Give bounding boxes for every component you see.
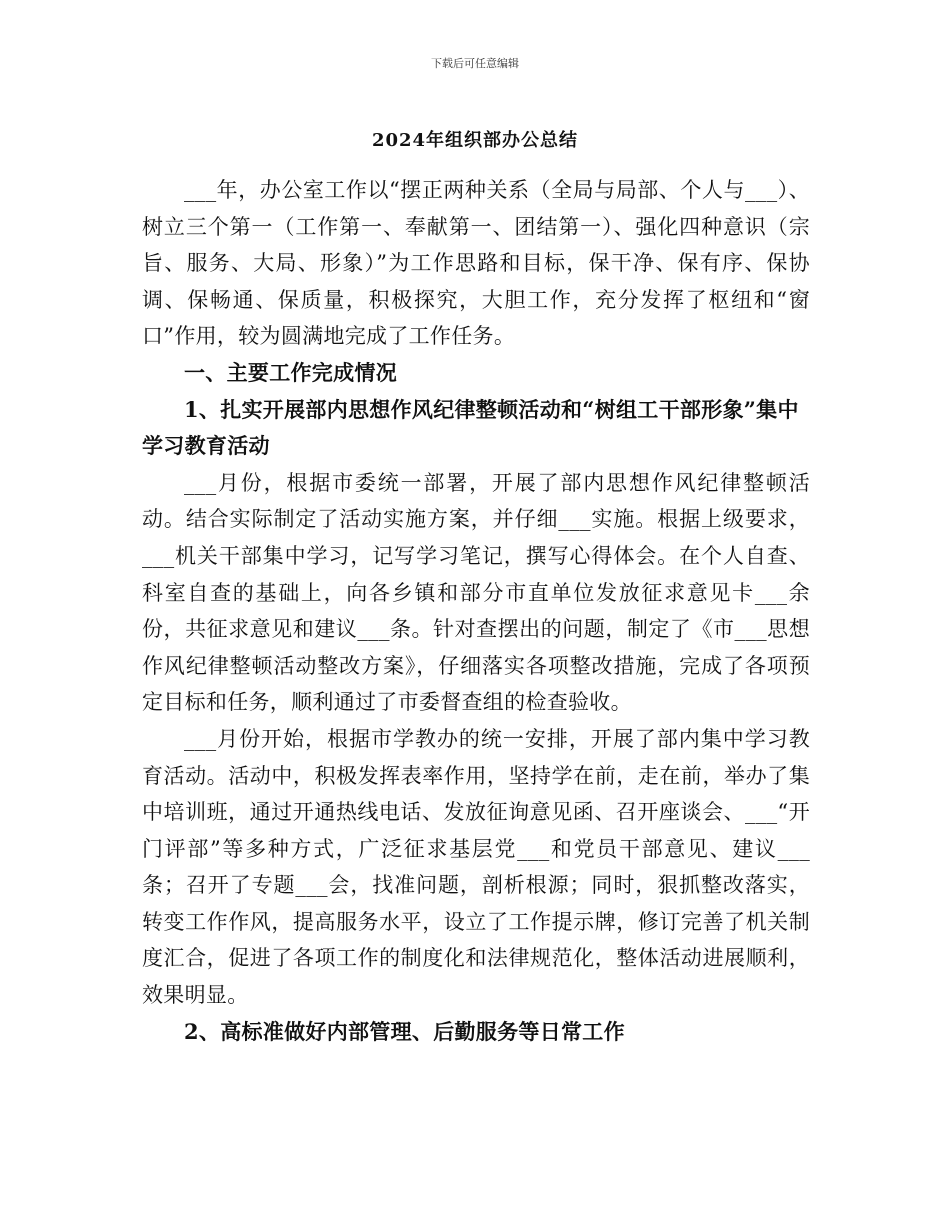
subsection-heading-1: 1、扎实开展部内思想作风纪律整顿活动和“树组工干部形象”集中学习教育活动	[142, 396, 799, 459]
paragraph-education: ___月份开始，根据市学教办的统一安排，开展了部内集中学习教育活动。活动中，积极发挥表率作用，坚持学在前，走在前，举办了集中培训班，通过开通热线电话、发放征询意见函、召开座谈会、___“开门评部”等多种方式，广泛征求基层党___和党员干部意见、建议___条；召开了专题___会，找准问题，剖析根源；同时，狠抓整改落实，转变工作作风，提高服务水平，设立了工作提示牌，修订完善了机关制度汇合，促进了各项工作的制度化和法律规范化，整体活动进展顺利，效果明显。	[142, 726, 810, 1008]
subsection-heading-2: 2、高标准做好内部管理、后勤服务等日常工作	[184, 1018, 625, 1044]
paragraph-rectification: ___月份，根据市委统一部署，开展了部内思想作风纪律整顿活动。结合实际制定了活动实施方案，并仔细___实施。根据上级要求，___机关干部集中学习，记写学习笔记，撰写心得体会。在个人自查、科室自查的基础上，向各乡镇和部分市直单位发放征求意见卡___余份，共征求意见和建议___条。针对查摆出的问题，制定了《市___思想作风纪律整顿活动整改方案》，仔细落实各项整改措施，完成了各项预定目标和任务，顺利通过了市委督查组的检查验收。	[142, 470, 810, 715]
document-body	[142, 172, 810, 1050]
header-note: 下载后可任意编辑	[431, 57, 519, 70]
document-title: 2024年组织部办公总结	[371, 130, 579, 151]
intro-paragraph: ___年，办公室工作以“摆正两种关系（全局与局部、个人与___）、树立三个第一（工作第一、奉献第一、团结第一）、强化四种意识（宗旨、服务、大局、形象）”为工作思路和目标，保干净、保有序、保协调、保畅通、保质量，积极探究，大胆工作，充分发挥了枢纽和“窗口”作用，较为圆满地完成了工作任务。	[142, 178, 810, 349]
section-heading-main-work: 一、主要工作完成情况	[184, 359, 397, 385]
